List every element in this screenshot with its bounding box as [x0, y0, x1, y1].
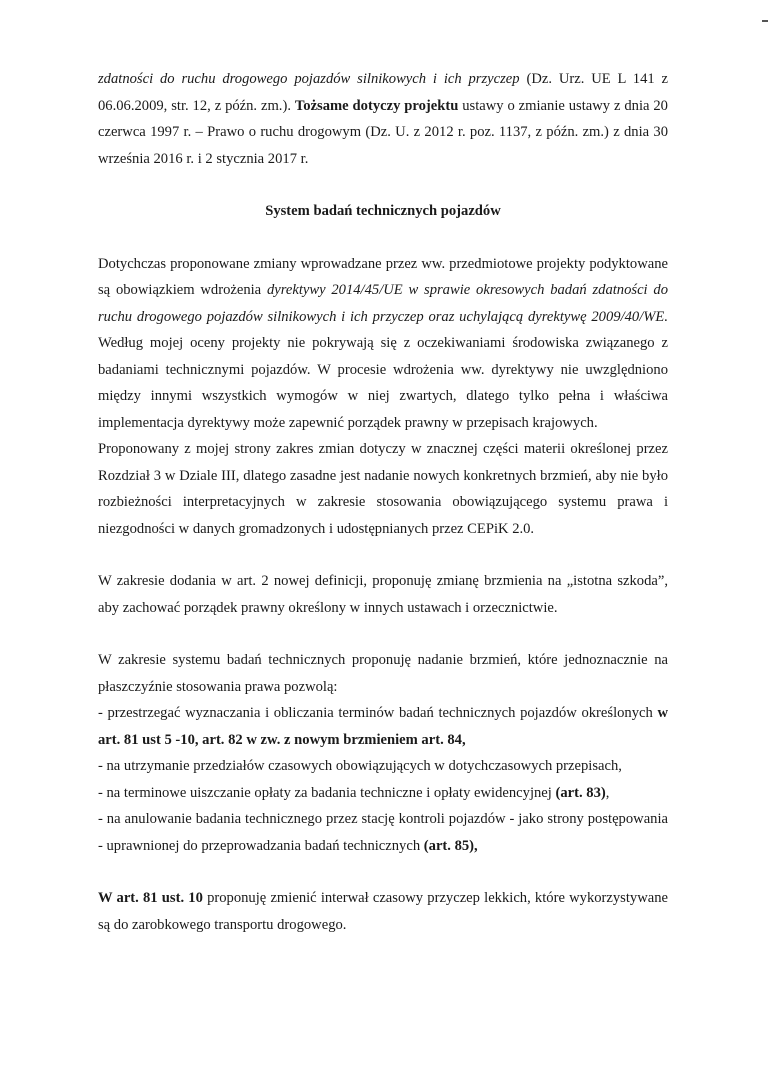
paragraph-system-intro: W zakresie systemu badań technicznych proponuję nadanie brzmień, które jednoznacznie na płaszczyźnie stosowania prawa pozwolą:: [98, 652, 668, 695]
list-item-intervals: [98, 753, 668, 780]
intro-bold: Tożsame dotyczy projektu: [294, 97, 459, 114]
item3-end: ,: [605, 784, 610, 801]
intro-paragraph: [98, 66, 668, 172]
p5-text: proponuję zmienić interwał czasowy przyczep lekkich, które wykorzystywane są do zarobkowego transportu drogowego.: [98, 890, 668, 933]
list-item-cancellation: [98, 806, 668, 859]
item4-bold: (art. 85),: [423, 837, 478, 854]
intro-text-1: (Dz. Urz. UE L 141 z 06.06.2009, str. 12, z późn. zm.).: [98, 71, 668, 114]
item3-bold: (art. 83): [555, 784, 606, 801]
paragraph-directive: [98, 251, 668, 437]
list-item-fees: [98, 780, 668, 807]
p1-text-1: Dotychczas proponowane zmiany wprowadzane przez ww. przedmiotowe projekty podyktowane są obowiązkiem wdrożenia: [98, 255, 668, 298]
item3-text: - na terminowe uiszczanie opłaty za badania techniczne i opłaty ewidencyjnej: [98, 784, 556, 801]
p1-italic: dyrektywy 2014/45/UE w sprawie okresowych badań zdatności do ruchu drogowego pojazdów silnikowych i ich przyczep oraz uchylającą dyrektywę 2009/40/WE.: [98, 282, 668, 325]
intro-text-2: ustawy o zmianie ustawy z dnia 20 czerwca 1997 r. – Prawo o ruchu drogowym (Dz. U. z 2012 r. poz. 1137, z późn. zm.) z dnia 30 września 2016 r. i 2 stycznia 2017 r.: [98, 97, 668, 167]
document-page: [98, 66, 668, 938]
paragraph-definition: W zakresie dodania w art. 2 nowej definicji, proponuję zmianę brzmienia na „istotna szkoda”, aby zachować porządek prawny określony w innych ustawach i orzecznictwie.: [98, 573, 668, 616]
section-title: System badań technicznych pojazdów: [265, 203, 501, 219]
paragraph-trailers: [98, 885, 668, 938]
item1-bold: w art. 81 ust 5 -10, art. 82 w zw. z nowym brzmieniem art. 84,: [98, 705, 668, 748]
p5-bold: W art. 81 ust. 10: [98, 890, 203, 906]
intro-italic: zdatności do ruchu drogowego pojazdów silnikowych i ich przyczep: [98, 71, 520, 87]
item1-text: - przestrzegać wyznaczania i obliczania terminów badań technicznych pojazdów określonych: [98, 705, 658, 721]
paragraph-scope: Proponowany z mojej strony zakres zmian dotyczy w znacznej części materii określonej przez Rozdział 3 w Dziale III, dlatego zasadne jest nadanie nowych konkretnych brzmień, aby nie było rozbieżności interpretacyjnych w zakresie stosowania obowiązującego systemu prawa i niezgodności w danych gromadzonych i udostępnianych przez CEPiK 2.0.: [98, 441, 668, 537]
list-item-deadlines: [98, 700, 668, 753]
item2-text: - na utrzymanie przedziałów czasowych obowiązujących w dotychczasowych przepisach,: [98, 758, 622, 774]
p1-text-2: Według mojej oceny projekty nie pokrywają się z oczekiwaniami środowiska związanego z badaniami technicznymi pojazdów. W procesie wdrożenia ww. dyrektywy nie uwzględniono między innymi wszystkich wymogów w niej zwartych, dlatego tylko pełna i właściwa implementacja dyrektywy może zapewnić porządek prawny w przepisach krajowych.: [98, 335, 668, 431]
scan-edge-mark: [762, 20, 768, 22]
item4-text: - na anulowanie badania technicznego przez stację kontroli pojazdów - jako strony postępowania - uprawnionej do przeprowadzania badań technicznych: [98, 811, 668, 854]
